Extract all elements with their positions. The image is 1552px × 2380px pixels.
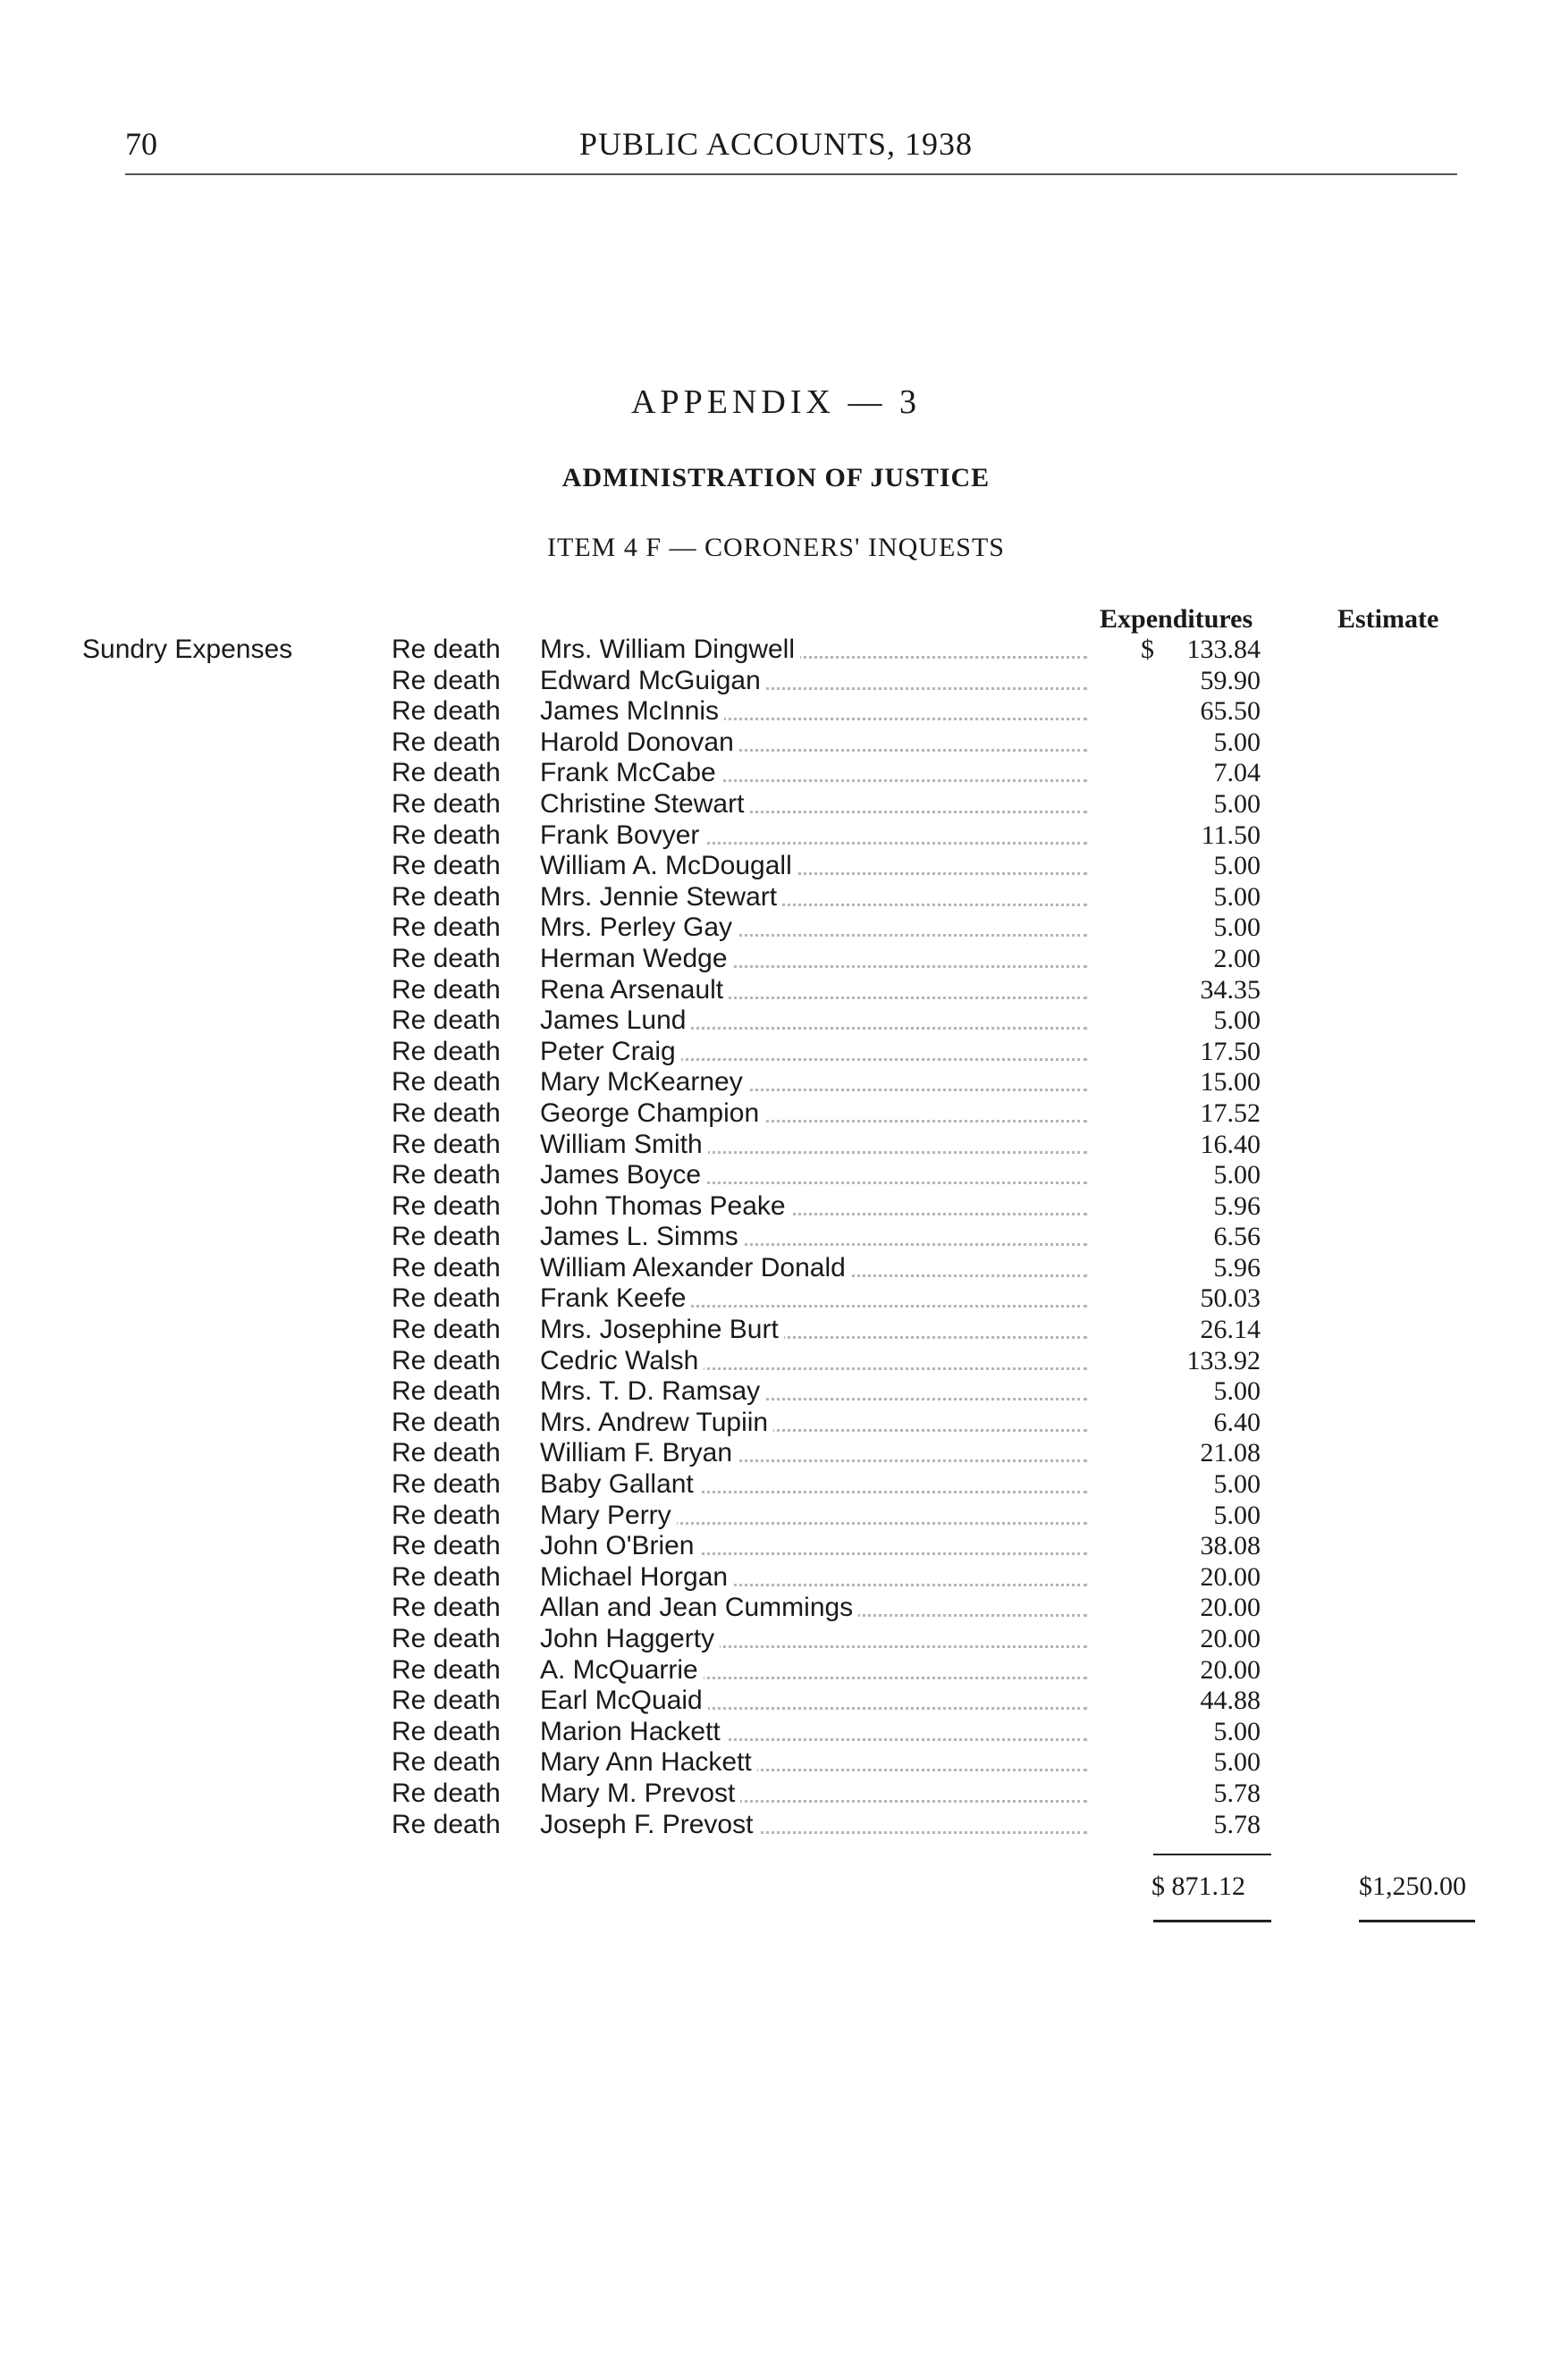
entry-name: John Haggerty [540,1624,720,1654]
entry-name: James Boyce [540,1160,706,1190]
entry-prefix: Re death [392,758,501,788]
entry-prefix: Re death [392,788,501,819]
entry-prefix: Re death [392,1809,501,1839]
entry-amount: 5.00 [1213,1500,1261,1530]
entry-prefix: Re death [392,1345,501,1375]
entry-name: Mrs. Josephine Burt [540,1315,784,1345]
entry-prefix: Re death [392,1778,501,1808]
entry-name: Marion Hackett [540,1717,726,1747]
ledger-row [0,1346,1552,1377]
ledger-row [0,758,1552,789]
total-underline-estimate [1359,1920,1475,1922]
entry-amount: 6.40 [1213,1407,1261,1437]
entry-name: Mrs. William Dingwell [540,635,800,665]
entry-amount: 16.40 [1200,1129,1261,1159]
entry-prefix: Re death [392,1067,501,1097]
page-number: 70 [125,126,157,162]
entry-amount: 133.84 [1186,635,1261,664]
entry-name: William Alexander Donald [540,1253,851,1283]
ledger-row [0,944,1552,975]
entry-name: Herman Wedge [540,944,733,974]
ledger-row [0,1408,1552,1439]
entry-amount: 7.04 [1213,758,1261,788]
entry-prefix: Re death [392,635,501,664]
entry-prefix: Re death [392,1500,501,1530]
ledger-row [0,1160,1552,1191]
ledger-row [0,1469,1552,1501]
ledger-row [0,1562,1552,1594]
entry-name: Michael Horgan [540,1562,733,1593]
entry-name: William Smith [540,1130,708,1160]
entry-name: William F. Bryan [540,1438,738,1468]
category-label: Sundry Expenses [82,635,293,664]
entry-name: Frank Keefe [540,1283,691,1314]
entry-amount: 5.00 [1213,1160,1261,1190]
entry-prefix: Re death [392,1654,501,1685]
ledger-row [0,1098,1552,1130]
entry-amount: 5.78 [1213,1809,1261,1839]
ledger-row [0,851,1552,882]
entry-prefix: Re death [392,974,501,1005]
entry-prefix: Re death [392,1160,501,1190]
entry-amount: 5.00 [1213,788,1261,819]
entry-amount: 5.00 [1213,1747,1261,1778]
entry-name: Mrs. Perley Gay [540,912,738,943]
entry-amount: 34.35 [1200,974,1261,1005]
entry-prefix: Re death [392,1531,501,1561]
ledger-row [0,1067,1552,1098]
entry-amount: 5.00 [1213,727,1261,757]
entry-prefix: Re death [392,1376,501,1407]
estimate-column-header: Estimate [1337,604,1439,634]
appendix-title: APPENDIX — 3 [631,383,921,421]
entry-prefix: Re death [392,1129,501,1159]
ledger-row [0,1283,1552,1315]
entry-amount: 20.00 [1200,1654,1261,1685]
entry-name: Allan and Jean Cummings [540,1593,858,1623]
ledger-row [0,1624,1552,1655]
item-title: ITEM 4 F — CORONERS' INQUESTS [547,533,1005,562]
ledger-row [0,666,1552,697]
entry-name: Cedric Walsh [540,1346,704,1376]
entry-amount: 20.00 [1200,1561,1261,1592]
entry-name: James McInnis [540,696,724,727]
total-rule [1153,1854,1271,1855]
ledger-row [0,696,1552,727]
total-expenditures: $ 871.12 [1151,1871,1245,1901]
entry-name: Frank McCabe [540,758,721,788]
entry-name: George Champion [540,1098,764,1129]
ledger-row [0,1810,1552,1841]
ledger-row [0,1655,1552,1686]
entry-name: William A. McDougall [540,851,797,881]
entry-prefix: Re death [392,727,501,757]
entry-prefix: Re death [392,1252,501,1283]
ledger-row [0,1686,1552,1717]
entry-amount: 21.08 [1200,1438,1261,1468]
entry-amount: 38.08 [1200,1531,1261,1561]
entry-prefix: Re death [392,665,501,695]
ledger-row [0,1315,1552,1346]
entry-amount: 50.03 [1200,1283,1261,1314]
entry-name: John Thomas Peake [540,1191,791,1222]
ledger-row [0,1501,1552,1532]
expenditures-column-header: Expenditures [1100,604,1253,634]
entry-name: Edward McGuigan [540,666,766,696]
entry-prefix: Re death [392,1222,501,1252]
ledger-row [0,1747,1552,1779]
entry-prefix: Re death [392,851,501,881]
entry-name: Mary M. Prevost [540,1779,740,1809]
entry-prefix: Re death [392,1190,501,1221]
ledger-row [0,727,1552,759]
ledger-row [0,1037,1552,1068]
entry-amount: 5.00 [1213,851,1261,881]
entry-prefix: Re death [392,912,501,943]
entry-prefix: Re death [392,1686,501,1716]
entry-amount: 15.00 [1200,1067,1261,1097]
section-title: ADMINISTRATION OF JUSTICE [561,463,991,492]
ledger-row [0,1438,1552,1469]
entry-amount: 65.50 [1200,696,1261,727]
ledger-row [0,1130,1552,1161]
entry-amount: 133.92 [1186,1345,1261,1375]
ledger-row [0,1717,1552,1748]
entry-amount: 5.00 [1213,1376,1261,1407]
entry-name: Joseph F. Prevost [540,1810,758,1840]
entry-name: James Lund [540,1005,691,1036]
entry-prefix: Re death [392,1283,501,1314]
entry-name: Baby Gallant [540,1469,699,1500]
total-estimate: $1,250.00 [1359,1871,1466,1901]
entry-amount: 17.50 [1200,1036,1261,1066]
ledger-table [0,635,1552,1840]
ledger-row [0,1376,1552,1408]
total-underline-expenditures [1153,1920,1271,1922]
ledger-row [0,820,1552,852]
entry-name: James L. Simms [540,1222,744,1252]
entry-prefix: Re death [392,943,501,973]
ledger-row [0,1253,1552,1284]
ledger-row [0,882,1552,913]
ledger-row [0,1191,1552,1223]
entry-prefix: Re death [392,1407,501,1437]
ledger-row [0,1593,1552,1624]
entry-amount: 5.00 [1213,881,1261,912]
entry-prefix: Re death [392,1561,501,1592]
entry-amount: 2.00 [1213,943,1261,973]
page-header [0,125,1552,179]
entry-name: John O'Brien [540,1531,700,1561]
entry-prefix: Re death [392,1315,501,1345]
entry-name: Mary Ann Hackett [540,1747,757,1778]
entry-name: Mrs. Jennie Stewart [540,882,782,912]
currency-symbol: $ [1141,635,1154,664]
entry-prefix: Re death [392,1716,501,1746]
entry-prefix: Re death [392,1005,501,1036]
entry-amount: 59.90 [1200,665,1261,695]
entry-amount: 5.96 [1213,1190,1261,1221]
ledger-row [0,912,1552,944]
entry-prefix: Re death [392,1624,501,1653]
entry-amount: 11.50 [1201,820,1261,850]
entry-name: Peter Craig [540,1037,681,1067]
entry-name: Mrs. Andrew Tupiin [540,1408,773,1438]
entry-prefix: Re death [392,1593,501,1623]
ledger-row [0,635,1552,666]
ledger-row [0,1222,1552,1253]
ledger-row [0,1531,1552,1562]
entry-name: Rena Arsenault [540,975,729,1005]
entry-name: Frank Bovyer [540,820,704,851]
entry-amount: 20.00 [1200,1624,1261,1653]
entry-amount: 5.96 [1213,1252,1261,1283]
entry-amount: 5.00 [1213,1469,1261,1500]
entry-name: Earl McQuaid [540,1686,708,1716]
entry-amount: 5.00 [1213,912,1261,943]
entry-prefix: Re death [392,1469,501,1500]
entry-amount: 5.00 [1213,1716,1261,1746]
entry-prefix: Re death [392,820,501,850]
entry-name: A. McQuarrie [540,1655,704,1686]
entry-prefix: Re death [392,1036,501,1066]
running-title: PUBLIC ACCOUNTS, 1938 [578,126,974,162]
entry-prefix: Re death [392,881,501,912]
ledger-row [0,789,1552,820]
entry-prefix: Re death [392,696,501,727]
ledger-row [0,1005,1552,1037]
entry-name: Mary Perry [540,1501,677,1531]
ledger-row [0,1779,1552,1810]
entry-name: Christine Stewart [540,789,749,820]
entry-prefix: Re death [392,1097,501,1128]
entry-amount: 5.78 [1213,1778,1261,1808]
entry-amount: 17.52 [1200,1097,1261,1128]
entry-amount: 26.14 [1200,1315,1261,1345]
entry-prefix: Re death [392,1438,501,1468]
header-rule [125,173,1457,175]
entry-prefix: Re death [392,1747,501,1778]
ledger-row [0,975,1552,1006]
entry-name: Mrs. T. D. Ramsay [540,1376,765,1407]
entry-amount: 5.00 [1213,1005,1261,1036]
entry-name: Harold Donovan [540,727,739,758]
entry-name: Mary McKearney [540,1067,748,1097]
entry-amount: 6.56 [1213,1222,1261,1252]
entry-amount: 20.00 [1200,1593,1261,1623]
entry-amount: 44.88 [1200,1686,1261,1716]
